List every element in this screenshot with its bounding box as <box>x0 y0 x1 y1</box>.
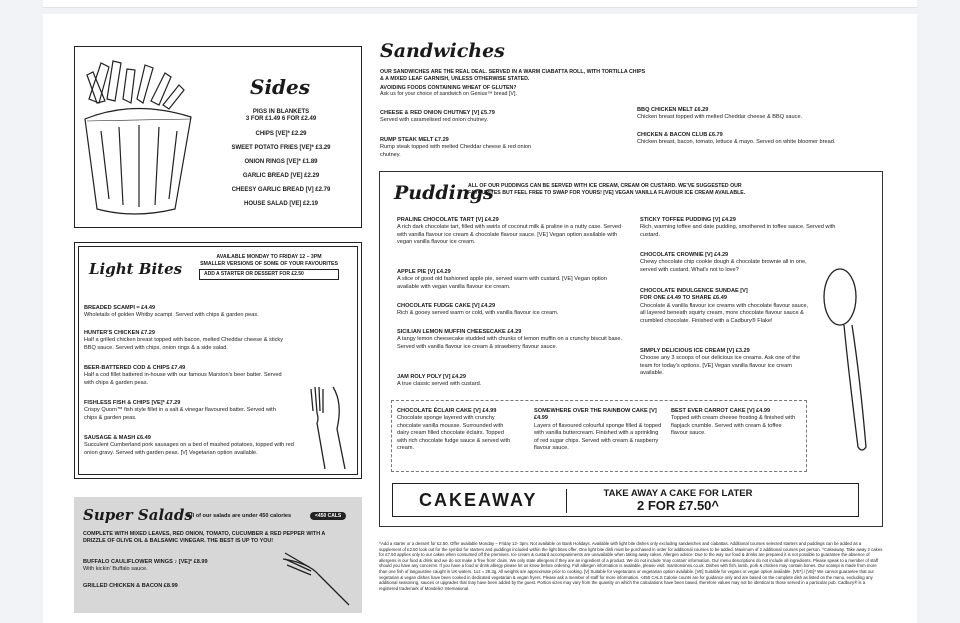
cake-item: SOMEWHERE OVER THE RAINBOW CAKE [V] £4.99 Layers of flavoured colourful sponge filled & topped with vanilla buttercream. Finished with a sprinkling of red sugar chips. Served with cream & raspberry flavour sauce. <box>534 408 662 452</box>
puddings-title: Puddings <box>394 182 494 204</box>
sandwich-item: CHEESE & RED ONION CHUTNEY [V] £5.79 Served with caramelised red onion chutney. <box>380 110 495 124</box>
sides-list <box>201 109 361 211</box>
spoon-illustration <box>818 267 878 457</box>
pudding-item: APPLE PIE [V] £4.29 A slice of good old fashioned apple pie, served warm with custard. [VE] Vegan option available with vegan vanilla flavour ice cream. <box>397 269 607 290</box>
side-item: ONION RINGS [VE]* £1.89 <box>244 159 318 165</box>
salads-description: COMPLETE WITH MIXED LEAVES, RED ONION, TOMATO, CUCUMBER & RED PEPPER WITH A DRIZZLE OF OLIVE OIL & BALSAMIC VINEGAR. THE BEST IS UP TO YOU! <box>83 531 326 544</box>
gluten-note-detail: Ask us for your choice of sandwich on Genius™ bread [V]. <box>380 91 517 98</box>
sandwiches-intro-text: OUR SANDWICHES ARE THE REAL DEAL. SERVED IN A WARM CIABATTA ROLL, WITH TORTILLA CHIPS & A MIXED LEAF GARNISH, UNLESS OTHERWISE STATED. <box>380 69 646 82</box>
side-item: CHIPS [VE]* £2.29 <box>255 131 307 137</box>
pudding-item: CHOCOLATE CROWNIE [V] £4.29 Chewy chocolate chip cookie dough & chocolate brownie all in one, served with custard. What's not to love? <box>640 252 807 273</box>
cakeaway-line1: TAKE AWAY A CAKE FOR LATER <box>603 488 753 499</box>
cakeaway-price: 2 FOR £7.50^ <box>636 498 720 513</box>
pudding-item: SIMPLY DELICIOUS ICE CREAM [V] £3.29 Choose any 3 scoops of our delicious ice creams. Ask one of the team for today's options. [VE] Vegan vanilla flavour ice cream available. <box>640 348 801 377</box>
cakeaway-banner <box>392 483 859 517</box>
pudding-item: CHOCOLATE FUDGE CAKE [V] £4.29 Rich & gooey served warm or cold, with vanilla flavour ice cream. <box>397 303 559 317</box>
side-item: PIGS IN BLANKETS <box>252 109 310 115</box>
cakeaway-divider <box>566 489 567 513</box>
fries-illustration <box>79 59 199 219</box>
side-item: SWEET POTATO FRIES [VE]* £3.29 <box>231 145 331 151</box>
add-starter-box: ADD A STARTER OR DESSERT FOR £2.50 <box>199 269 339 280</box>
side-item: CHEESY GARLIC BREAD [V] £2.79 <box>231 187 331 193</box>
cake-item: BEST EVER CARROT CAKE [V] £4.99 Topped with cream cheese frosting & finished with flapjack crumble. Served with cream & toffee flavour sauce. <box>671 408 796 437</box>
light-bite-item: BREADED SCAMPI ≈ £4.49 Wholetails of golden Whitby scampi. Served with chips & garden peas. <box>84 305 259 319</box>
page-top-strip <box>43 0 917 8</box>
light-bite-item: BEER-BATTERED COD & CHIPS £7.49 Half a cod fillet battered in-house with our famous Marston's beer batter. Served with chips & garden peas. <box>84 365 282 386</box>
pudding-item: STICKY TOFFEE PUDDING [V] £4.29 Rich, warming toffee and date pudding, smothered in toffee sauce. Served with custard. <box>640 217 836 238</box>
side-item: GARLIC BREAD [VE] £2.29 <box>242 173 320 179</box>
sides-section <box>74 46 362 228</box>
sandwich-item: CHICKEN & BACON CLUB £6.79 Chicken breast, bacon, tomato, lettuce & mayo. Served on white bloomer bread. <box>637 132 836 146</box>
sandwiches-intro <box>380 69 650 98</box>
smaller-versions-text: SMALLER VERSIONS OF SOME OF YOUR FAVOURITES <box>200 261 338 267</box>
fork-illustration <box>279 549 359 609</box>
calorie-badge: <450 CALS <box>310 512 346 520</box>
puddings-intro: ALL OF OUR PUDDINGS CAN BE SERVED WITH ICE CREAM, CREAM OR CUSTARD. WE'VE SUGGESTED OUR FAVOURITES BUT FEEL FREE TO SWAP FOR YOURS! [VE] VEGAN VANILLA FLAVOUR ICE CREAM AVAILABLE. <box>468 183 746 196</box>
salad-item: GRILLED CHICKEN & BACON £8.99 <box>83 583 178 589</box>
pudding-item: CHOCOLATE INDULGENCE SUNDAE [V] FOR ONE £4.49 TO SHARE £6.49 Chocolate & vanilla flavour ice creams with chocolate flavour sauce, all layered beneath squirty cream, more chocolate flavour sauce & crumbled chocolate. Finished with a Cadbury® Flake! <box>640 288 809 324</box>
knife-fork-illustration <box>303 383 353 473</box>
side-item: HOUSE SALAD [VE] £2.19 <box>243 201 319 207</box>
sandwiches-title: Sandwiches <box>380 40 505 62</box>
sandwich-item: BBQ CHICKEN MELT £6.29 Chicken breast topped with melted Cheddar cheese & BBQ sauce. <box>637 107 803 121</box>
puddings-section <box>379 171 883 527</box>
super-salads-section <box>74 497 362 613</box>
pudding-item: SICILIAN LEMON MUFFIN CHEESECAKE £4.29 A tangy lemon cheesecake studded with chunks of lemon muffin on a crunchy biscuit base. Served with vanilla flavour ice cream & strawberry flavour sauce. <box>397 329 623 350</box>
light-bites-title: Light Bites <box>89 260 183 278</box>
sandwich-item: RUMP STEAK MELT £7.29 Rump steak topped with melted Cheddar cheese & red onion chutney. <box>380 137 532 158</box>
light-bite-item: FISHLESS FISH & CHIPS [VE]* £7.29 Crispy Quorn™ fish style fillet in a salt & vinegar flavoured batter. Served with chips & garden peas. <box>84 400 276 421</box>
salad-item: BUFFALO CAULIFLOWER WINGS ♪ [VE]* £8.99 With kickin' Buffalo sauce. <box>83 559 208 573</box>
cake-item: CHOCOLATE ÉCLAIR CAKE [V] £4.99 Chocolate sponge layered with crunchy chocolate vanilla mousse. Surrounded with dairy cream filled chocolate éclairs. Topped with rich chocolate fudge sauce & served with cream. <box>397 408 511 452</box>
pudding-item: JAM ROLY POLY [V] £4.29 A true classic served with custard. <box>397 374 482 388</box>
cakeaway-label: CAKEAWAY <box>419 490 538 510</box>
pudding-item: PRALINE CHOCOLATE TART [V] £4.29 A rich dark chocolate tart, filled with swirls of coconut milk & praline in a nutty case. Served with vanilla flavour ice cream & chocolate flavour sauce. [VE] Vegan option available with vegan vanilla flavour ice cream. <box>397 217 622 246</box>
cakeaway-offer <box>583 488 773 512</box>
sides-title: Sides <box>250 75 311 99</box>
light-bites-availability <box>199 254 339 268</box>
light-bites-section <box>74 242 362 479</box>
side-item: 3 FOR £1.49 6 FOR £2.49 <box>245 116 317 122</box>
salads-calorie-note: All of our salads are under 450 calories <box>187 513 292 519</box>
super-salads-title: Super Salads <box>83 506 193 524</box>
footer-allergen-notes: ^Add a starter or a dessert for £2.50. Offer available Monday – Friday 12- 3pm. Not available on Bank Holidays. Available with light bite dishes only excluding sandwiches and ciabattas. Additional courses selected starters and puddings can be added as a supplement of £2.50 look out for the symbol for starters and puddings included within the light bites offer. One light bite dish must be purchased in order for additional courses to be added. Maximum of 2 additional courses per person. ^Cakeaway. Take away 2 cakes for £7.50 applies only to our cakes when consumed off the premises. Ice cream & custard accompaniments are unavailable when taking away cakes. Allergen advice: Due to the way our food & drinks are prepared it is not possible to guarantee the absence of allergens in our food & drink and we do not make a 'free from' claim. We only state allergens if they are an ingredient of a product. We do not include 'may contain' information. Our menu descriptions do not include all ingredients. Please speak to a member of staff should you have any concerns. If you have a food or drink allergy please let us know before ordering. Full allergen information is available, please visit: marstonsinns.co.uk. Dishes with fish, lamb, pork & chicken may contain bones. Our scampi is made from more than one fish of langoustine caught in UK waters. 1oz = 28.3g. All weights are approximate prior to cooking. [V] Suitable for vegetarians or vegetarian option available. [VE] Suitable for vegans or vegan option available. [VE*] / [VE]* We cannot guarantee that our vegetarian & vegan dishes have been cooked in dedicated vegetarian & vegan fryers. Please ask a member of staff for more information. <450 CALS Calorie counts are for guidance only and are based on the complete dish as listed on the menu, excluding any additional seasoning, sauces or upgrades that may have been added by the guest. Portion sizes may vary from the quantity on which the calculations have been based, therefore values may not be identical to those served in a particular pub. Cadbury® is a registered trademark of Mondelez International. <box>379 541 883 591</box>
light-bite-item: HUNTER'S CHICKEN £7.29 Half a grilled chicken breast topped with bacon, melted Cheddar cheese & sticky BBQ sauce. Served with chips, onion rings & a side salad. <box>84 330 283 351</box>
light-bite-item: SAUSAGE & MASH £6.49 Succulent Cumberland pork sausages on a bed of mashed potatoes, topped with red onion gravy. Served with garden peas. [V] Vegetarian option available. <box>84 435 294 456</box>
availability-text: AVAILABLE MONDAY TO FRIDAY 12 – 3PM <box>216 254 322 260</box>
gluten-note: AVOIDING FOODS CONTAINING WHEAT OF GLUTEN? <box>380 84 517 91</box>
